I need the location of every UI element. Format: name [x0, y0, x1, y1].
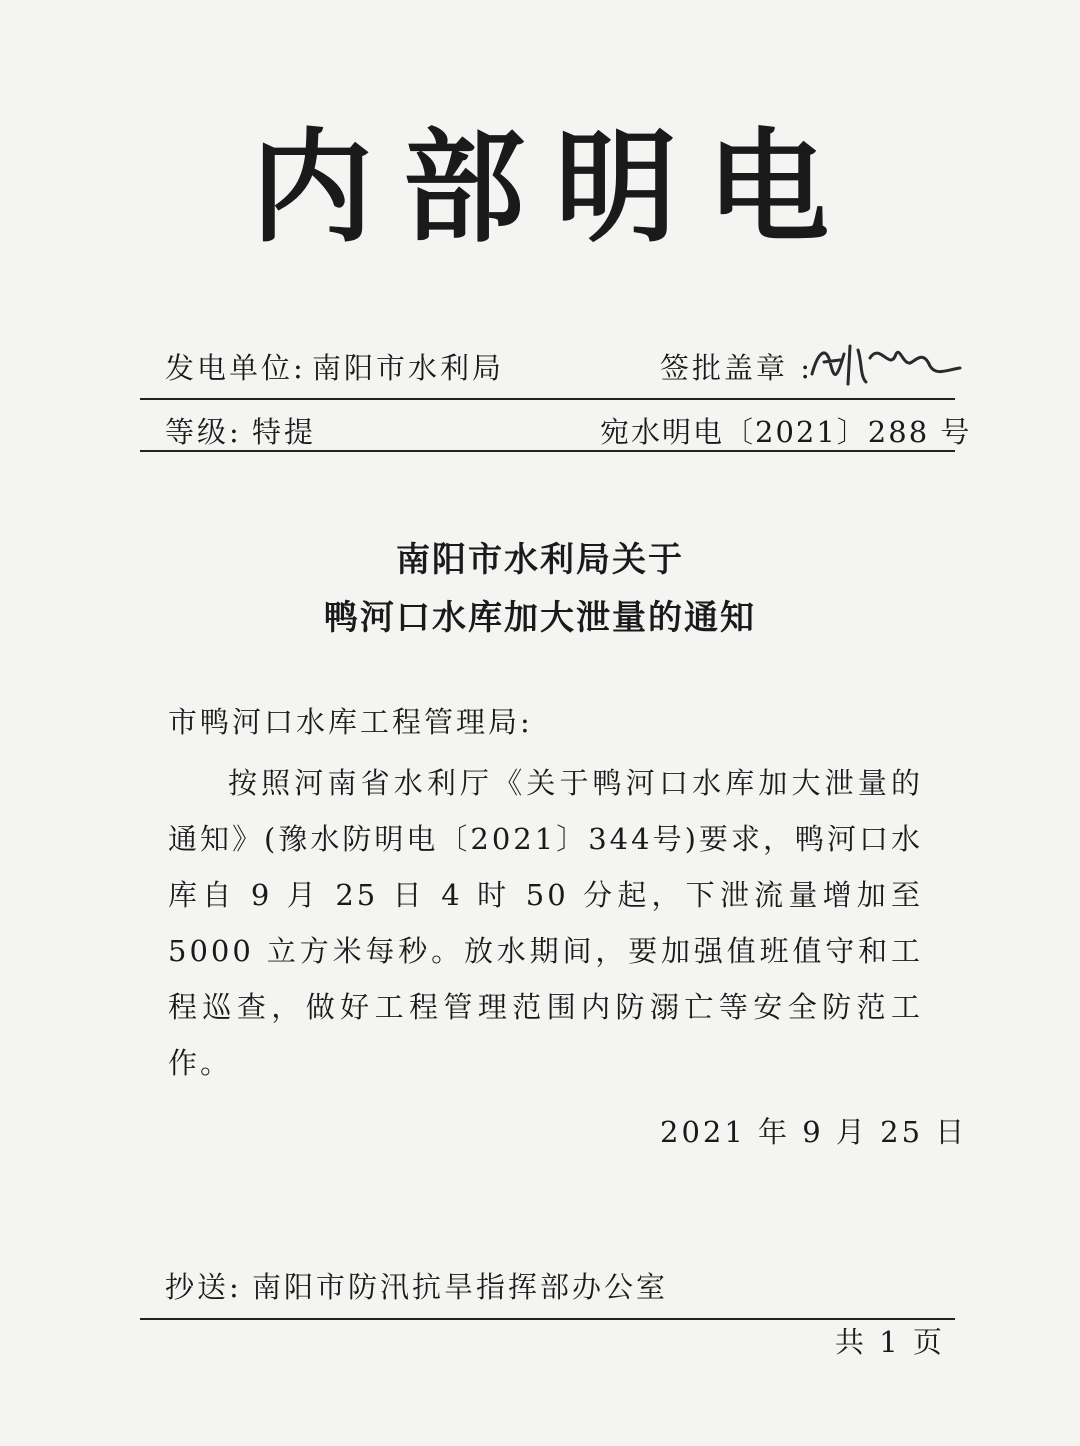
sender-label: 发电单位:	[165, 351, 306, 385]
header-rule-1	[140, 398, 955, 400]
level-value: 特提	[252, 415, 317, 449]
header-rule-2	[140, 450, 955, 452]
sender-value: 南阳市水利局	[312, 351, 505, 385]
handwritten-signature	[800, 332, 970, 392]
document-title: 内部明电	[251, 117, 859, 259]
notice-title-line-2: 鸭河口水库加大泄量的通知	[324, 598, 756, 638]
notice-title-line-1: 南阳市水利局关于	[396, 540, 684, 580]
sign-label: 签批盖章 :	[660, 351, 813, 385]
cc-value: 南阳市防汛抗旱指挥部办公室	[252, 1270, 669, 1304]
footer-rule	[140, 1318, 955, 1320]
cc-label: 抄送:	[165, 1270, 242, 1304]
level-label: 等级:	[165, 415, 242, 449]
recipient: 市鸭河口水库工程管理局:	[168, 705, 533, 739]
document-number: 宛水明电〔2021〕288 号	[600, 415, 972, 449]
page-count: 共 1 页	[835, 1325, 945, 1359]
issue-date: 2021 年 9 月 25 日	[660, 1115, 968, 1149]
notice-body: 按照河南省水利厅《关于鸭河口水库加大泄量的通知》(豫水防明电〔2021〕344号)要求，鸭河口水库自 9 月 25 日 4 时 50 分起，下泄流量增加至 5000 立方米每秒。放水期间，要加强值班值守和工程巡查，做好工程管理范围内防溺亡等安全防范工作。	[168, 766, 923, 1080]
